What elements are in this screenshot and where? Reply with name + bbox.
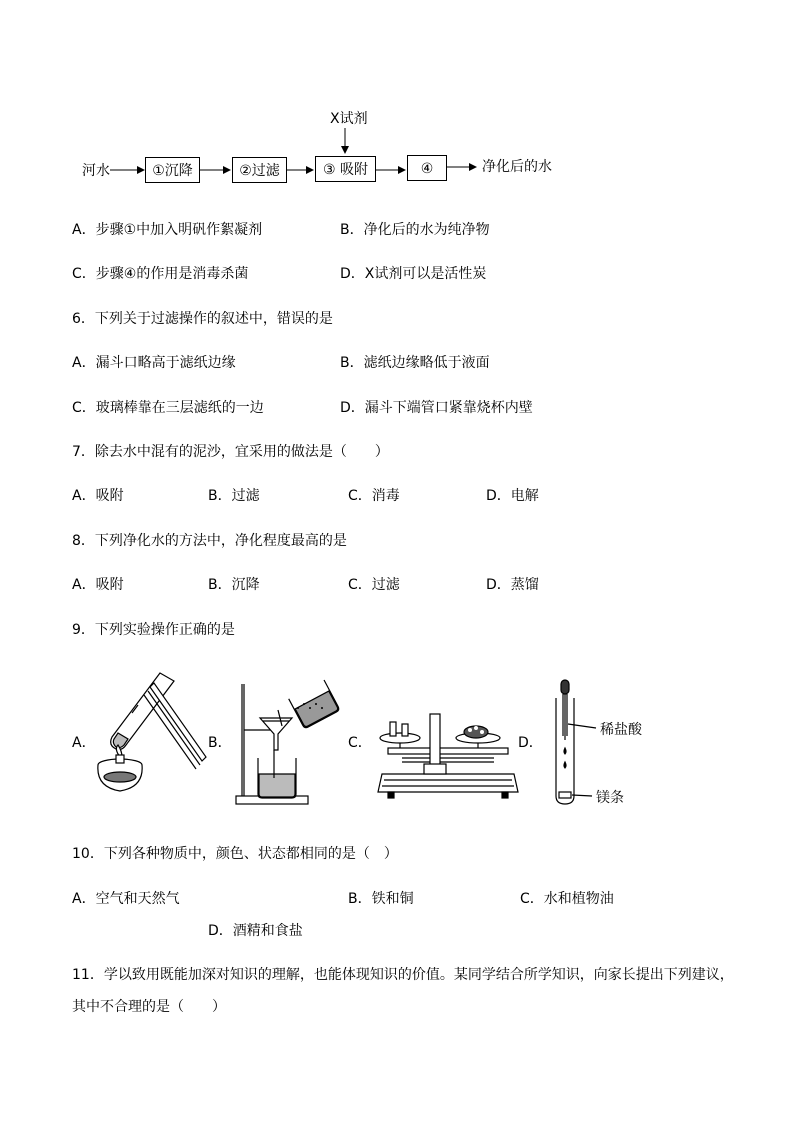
- q6-option-d: D．漏斗下端管口紧靠烧杯内壁: [340, 400, 533, 416]
- figure-b-filtration: [232, 678, 342, 808]
- q10-option-d: D．酒精和食盐: [208, 923, 303, 939]
- flow-step-2: ②过滤: [232, 157, 287, 183]
- flow-end: 净化后的水: [482, 159, 552, 175]
- label-magnesium-strip: 镁条: [596, 790, 624, 806]
- figure-d-test-tube-dropper: [548, 678, 598, 808]
- q5-option-c: C．步骤④的作用是消毒杀菌: [72, 266, 249, 282]
- q9-option-d: D．: [518, 735, 543, 751]
- flow-step-3: ③ 吸附: [315, 156, 376, 182]
- figure-a-heating-test-tube: [92, 665, 212, 805]
- flow-start: 河水: [82, 163, 110, 179]
- q8-option-b: B．沉降: [208, 577, 260, 593]
- flow-step-4: ④: [407, 155, 447, 181]
- q8-option-d: D．蒸馏: [486, 577, 539, 593]
- q10-option-b: B．铁和铜: [348, 891, 414, 907]
- q10-option-a: A．空气和天然气: [72, 891, 180, 907]
- q8-option-a: A．吸附: [72, 577, 124, 593]
- q6-stem: 6．下列关于过滤操作的叙述中，错误的是: [72, 311, 333, 327]
- q10-stem: 10．下列各种物质中，颜色、状态都相同的是（ ）: [72, 846, 398, 862]
- q11-stem-line1: 11．学以致用既能加深对知识的理解，也能体现知识的价值。某同学结合所学知识，向家长提出下列建议，: [72, 967, 734, 983]
- q6-option-a: A．漏斗口略高于滤纸边缘: [72, 355, 236, 371]
- q5-option-d: D．X试剂可以是活性炭: [340, 266, 487, 282]
- q11-stem-line2: 其中不合理的是（ ）: [72, 999, 226, 1015]
- label-dilute-hcl: 稀盐酸: [600, 722, 642, 738]
- q6-option-c: C．玻璃棒靠在三层滤纸的一边: [72, 400, 264, 416]
- q9-stem: 9．下列实验操作正确的是: [72, 622, 235, 638]
- reagent-label: X试剂: [330, 111, 368, 127]
- q8-stem: 8．下列净化水的方法中，净化程度最高的是: [72, 533, 347, 549]
- q10-option-c: C．水和植物油: [520, 891, 614, 907]
- q7-option-c: C．消毒: [348, 488, 400, 504]
- flow-step-1: ①沉降: [145, 157, 200, 183]
- q9-option-b: B．: [208, 735, 232, 751]
- q7-stem: 7．除去水中混有的泥沙，宜采用的做法是（ ）: [72, 444, 389, 460]
- q5-option-a: A．步骤①中加入明矾作絮凝剂: [72, 222, 263, 238]
- q7-option-a: A．吸附: [72, 488, 124, 504]
- q9-option-c: C．: [348, 735, 372, 751]
- q5-option-b: B．净化后的水为纯净物: [340, 222, 490, 238]
- figure-c-balance: [378, 708, 518, 808]
- q9-option-a: A．: [72, 735, 96, 751]
- q7-option-d: D．电解: [486, 488, 539, 504]
- q7-option-b: B．过滤: [208, 488, 260, 504]
- q8-option-c: C．过滤: [348, 577, 400, 593]
- q6-option-b: B．滤纸边缘略低于液面: [340, 355, 490, 371]
